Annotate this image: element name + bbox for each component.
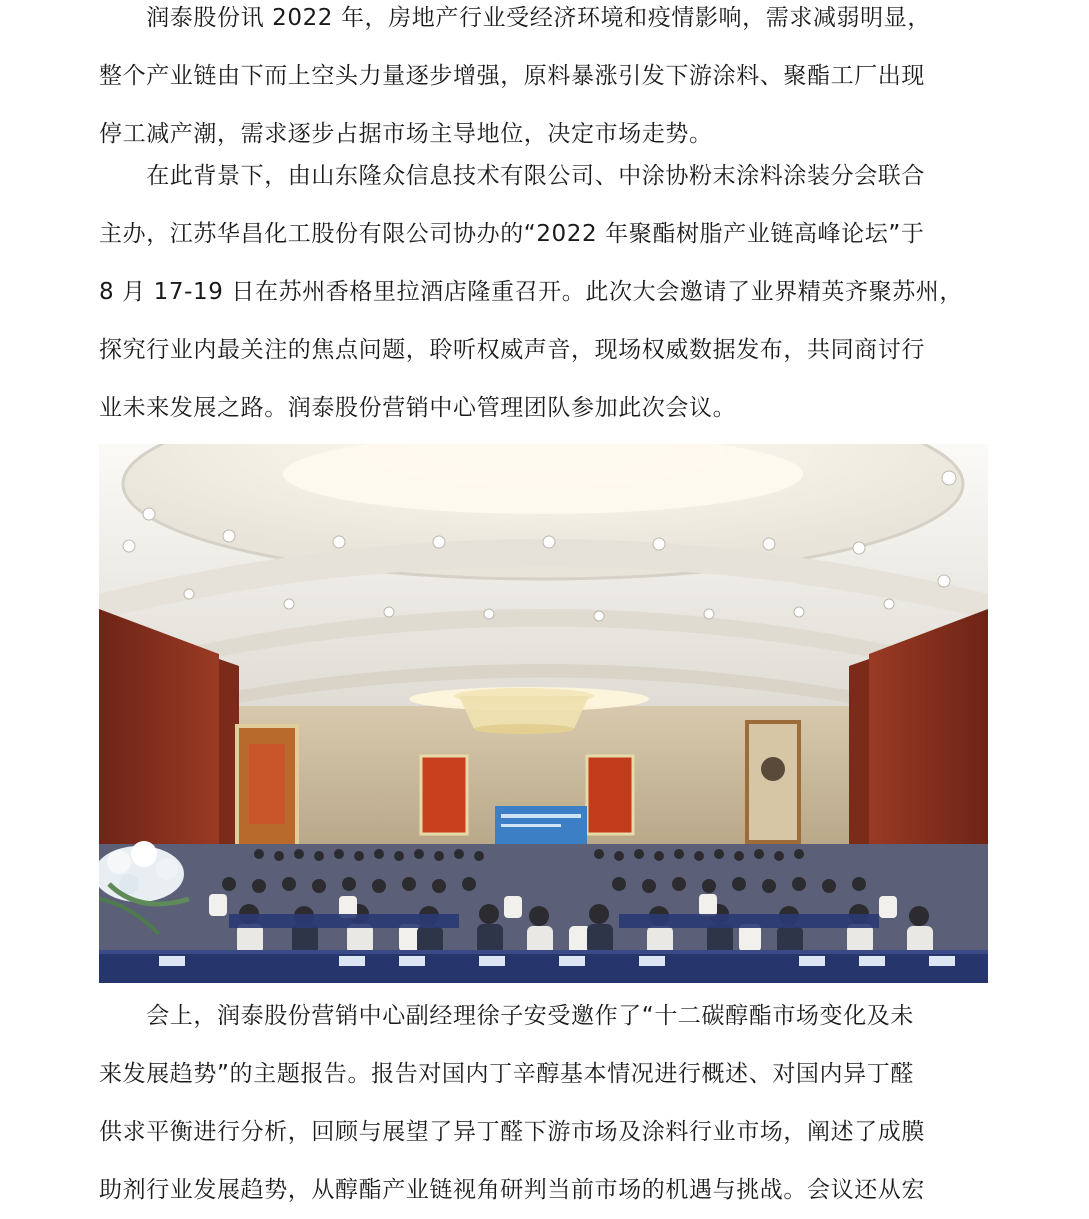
chandelier bbox=[454, 688, 594, 734]
text-line: 业未来发展之路。润泰股份营销中心管理团队参加此次会议。 bbox=[99, 395, 737, 421]
text-line: 助剂行业发展趋势，从醇酯产业链视角研判当前市场的机遇与挑战。会议还从宏 bbox=[99, 1177, 925, 1203]
text-line: 探究行业内最关注的焦点问题，聆听权威声音，现场权威数据发布，共同商讨行 bbox=[99, 337, 925, 363]
conference-hall-photo bbox=[99, 444, 988, 983]
text-line: 整个产业链由下而上空头力量逐步增强，原料暴涨引发下游涂料、聚酯工厂出现 bbox=[99, 63, 925, 89]
text-line: 供求平衡进行分析，回顾与展望了异丁醛下游市场及涂料行业市场，阐述了成膜 bbox=[99, 1119, 925, 1145]
text-line: 会上，润泰股份营销中心副经理徐子安受邀作了“十二碳醇酯市场变化及未 bbox=[99, 1003, 914, 1029]
paragraph-report bbox=[99, 987, 991, 1219]
text-line: 润泰股份讯 2022 年，房地产行业受经济环境和疫情影响，需求减弱明显， bbox=[99, 5, 931, 31]
text-line: 主办，江苏华昌化工股份有限公司协办的“2022 年聚酯树脂产业链高峰论坛”于 bbox=[99, 221, 925, 247]
text-line: 停工减产潮，需求逐步占据市场主导地位，决定市场走势。 bbox=[99, 121, 713, 147]
text-line: 8 月 17-19 日在苏州香格里拉酒店隆重召开。此次大会邀请了业界精英齐聚苏州， bbox=[99, 279, 963, 305]
paragraph-intro bbox=[99, 0, 991, 163]
text-line: 来发展趋势”的主题报告。报告对国内丁辛醇基本情况进行概述、对国内异丁醛 bbox=[99, 1061, 914, 1087]
paragraph-background bbox=[99, 147, 991, 437]
text-line: 在此背景下，由山东隆众信息技术有限公司、中涂协粉末涂料涂装分会联合 bbox=[99, 163, 925, 189]
